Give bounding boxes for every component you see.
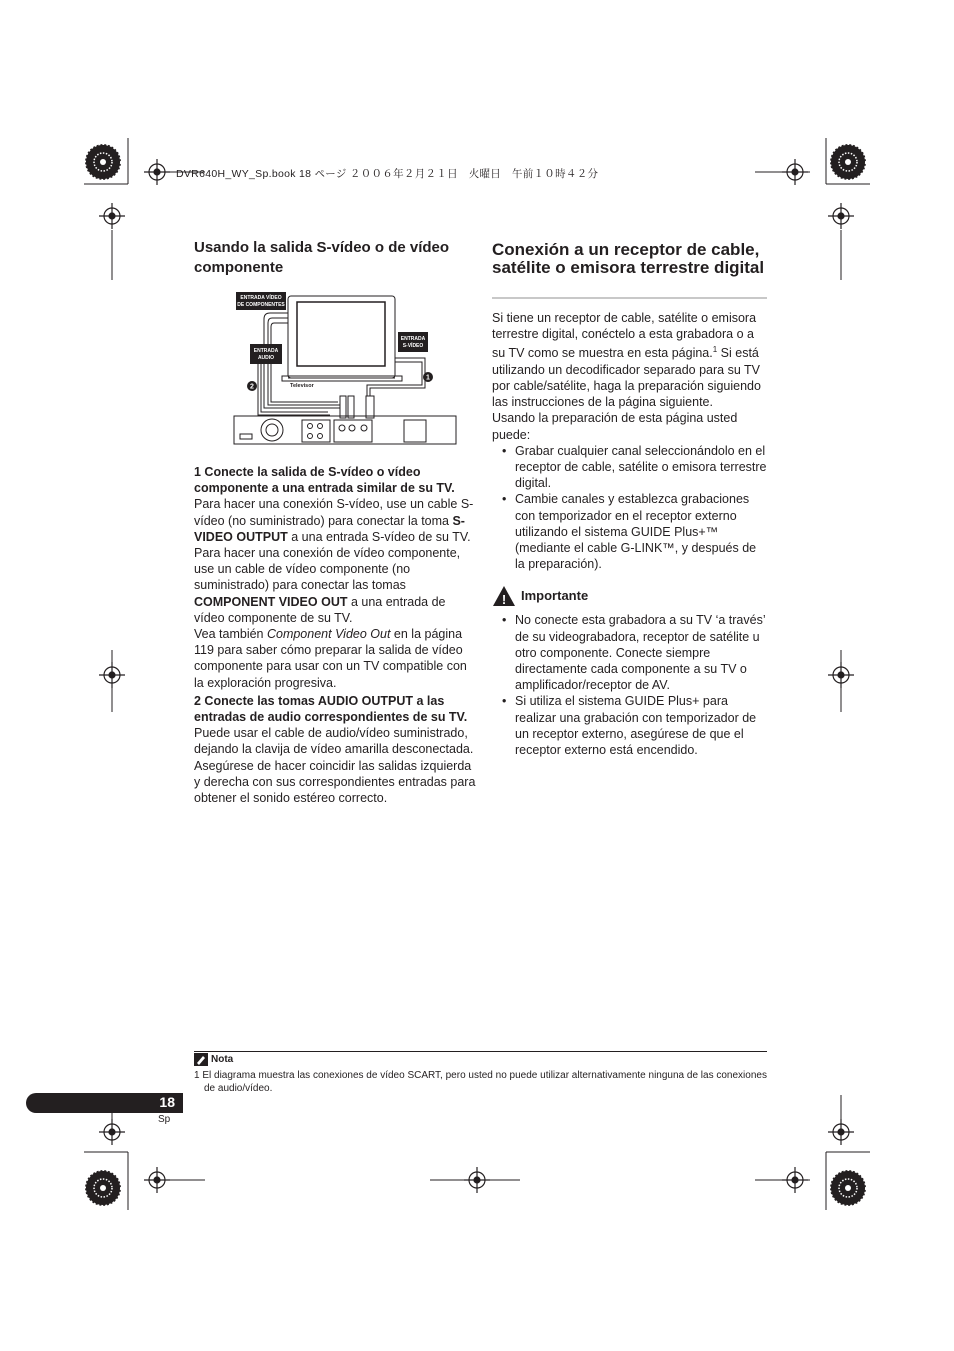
warning-glyph: ! [501,592,507,608]
connection-diagram [230,288,465,448]
importante-bullet-item: • No conecte esta grabadora a su TV ‘a través’ de su videograbadora, receptor de satélite u otro componente. Conecte siempre directamente cada componente a su TV o amplificador/receptor de AV. [492,612,768,693]
label-component-in [237,293,285,308]
step1-p2-a: Para hacer una conexión de vídeo componente, use un cable de vídeo componente (no suministrado) para conectar las tomas [194,546,461,593]
importante-label: Importante [521,588,589,604]
step1-paragraph-1 [194,496,476,545]
step1-p1-a: Para hacer una conexión S-vídeo, use un cable S-vídeo (no suministrado) para conectar la toma [194,497,474,528]
label-tv: Televisor [290,383,314,389]
step1-p2-c: a una entrada de vídeo componente de su TV. [194,594,446,625]
importante-bullet-item: • Si utiliza el sistema GUIDE Plus+ para realizar una grabación con temporizador de un receptor externo, asegúrese de que el receptor externo está encendido. [492,693,768,758]
label-audio-in-l1: ENTRADA [253,348,279,354]
heading-rule [492,297,767,299]
file-info-header: DVR640H_WY_Sp.book 18 ページ ２００６年２月２１日 火曜日 午前１０時４２分 [176,168,599,180]
left-heading: Usando la salida S-vídeo o de vídeo componente [194,239,450,276]
step1-p3-a: Vea también [194,627,267,642]
step1-p1-c: a una entrada S-vídeo de su TV. [287,529,471,544]
importante-block [492,584,768,608]
step1-p3-b: Component Video Out [266,627,391,642]
bullet-item: • Grabar cualquier canal seleccionándolo en el receptor de cable, satélite o emisora terrestre digital. [492,443,768,492]
right-heading: Conexión a un receptor de cable, satélite o emisora terrestre digital [492,240,765,277]
step1-paragraph-2 [194,545,476,626]
marker-1: 1 [426,374,430,382]
footnote-text: 1 El diagrama muestra las conexiones de vídeo SCART, pero usted no puede utilizar alternativamente ninguna de las conexiones de audio/vídeo. [194,1070,767,1094]
warning-icon [492,585,516,607]
step1-p2-b: COMPONENT VIDEO OUT [194,594,348,609]
marker-2: 2 [250,383,254,391]
page-number-tab [26,1093,183,1113]
footnote-ref: 1 [712,345,718,355]
label-svideo-in-l2: S-VÍDEO [402,343,424,349]
right-paragraph-2: Usando la preparación de esta página usted puede: [492,411,738,442]
step2-paragraph-1: Puede usar el cable de audio/vídeo suministrado, dejando la clavija de vídeo amarilla desconectada. Asegúrese de hacer coincidir las salidas izquierda y derecha con sus correspondientes entradas para obtener el sonido estéreo correcto. [194,726,476,806]
step1-p1-b: S-VIDEO OUTPUT [194,513,465,544]
language-code: Sp [158,1114,171,1125]
note-pencil-icon [194,1053,208,1066]
nota-label: Nota [211,1054,234,1065]
step1-paragraph-3 [194,626,476,691]
nota-heading [194,1053,233,1066]
label-svideo-in [401,336,426,349]
right-p1-a: Si tiene un receptor de cable, satélite o emisora terrestre digital, conéctelo a esta grabadora o a su TV como se muestra en esta página. [492,311,757,361]
step2-title: 2 Conecte las tomas AUDIO OUTPUT a las entradas de audio correspondientes de su TV. [194,693,468,725]
bullet-item: • Cambie canales y establezca grabaciones con temporizador en el receptor externo utilizando el sistema GUIDE Plus+™ (mediante el cable G-LINK™, y después de la preparación). [492,491,768,572]
label-component-in-l2: DE COMPONENTES [237,302,285,308]
page-number: 18 [159,1094,175,1110]
right-paragraph-1 [492,310,768,410]
step1-p3-c: en la página 119 para saber cómo preparar la salida de vídeo componente para usar con un TV compatible con la exploración progresiva. [194,627,467,690]
tv-screen [297,302,385,366]
bullet-list-2 [492,612,768,758]
footer-rule [194,1051,767,1052]
right-p1-b: Si está utilizando un decodificador separado para su TV por cable/satélite, haga la preparación siguiendo las instrucciones de la página siguiente. [492,346,761,410]
bullet-list-1 [492,443,768,573]
step1-title: 1 Conecte la salida de S-vídeo o vídeo componente a una entrada similar de su TV. [194,465,455,496]
label-svideo-in-l1: ENTRADA [400,336,426,342]
label-component-in-l1: ENTRADA VÍDEO [240,295,282,301]
label-audio-in-l2: AUDIO [257,355,275,361]
